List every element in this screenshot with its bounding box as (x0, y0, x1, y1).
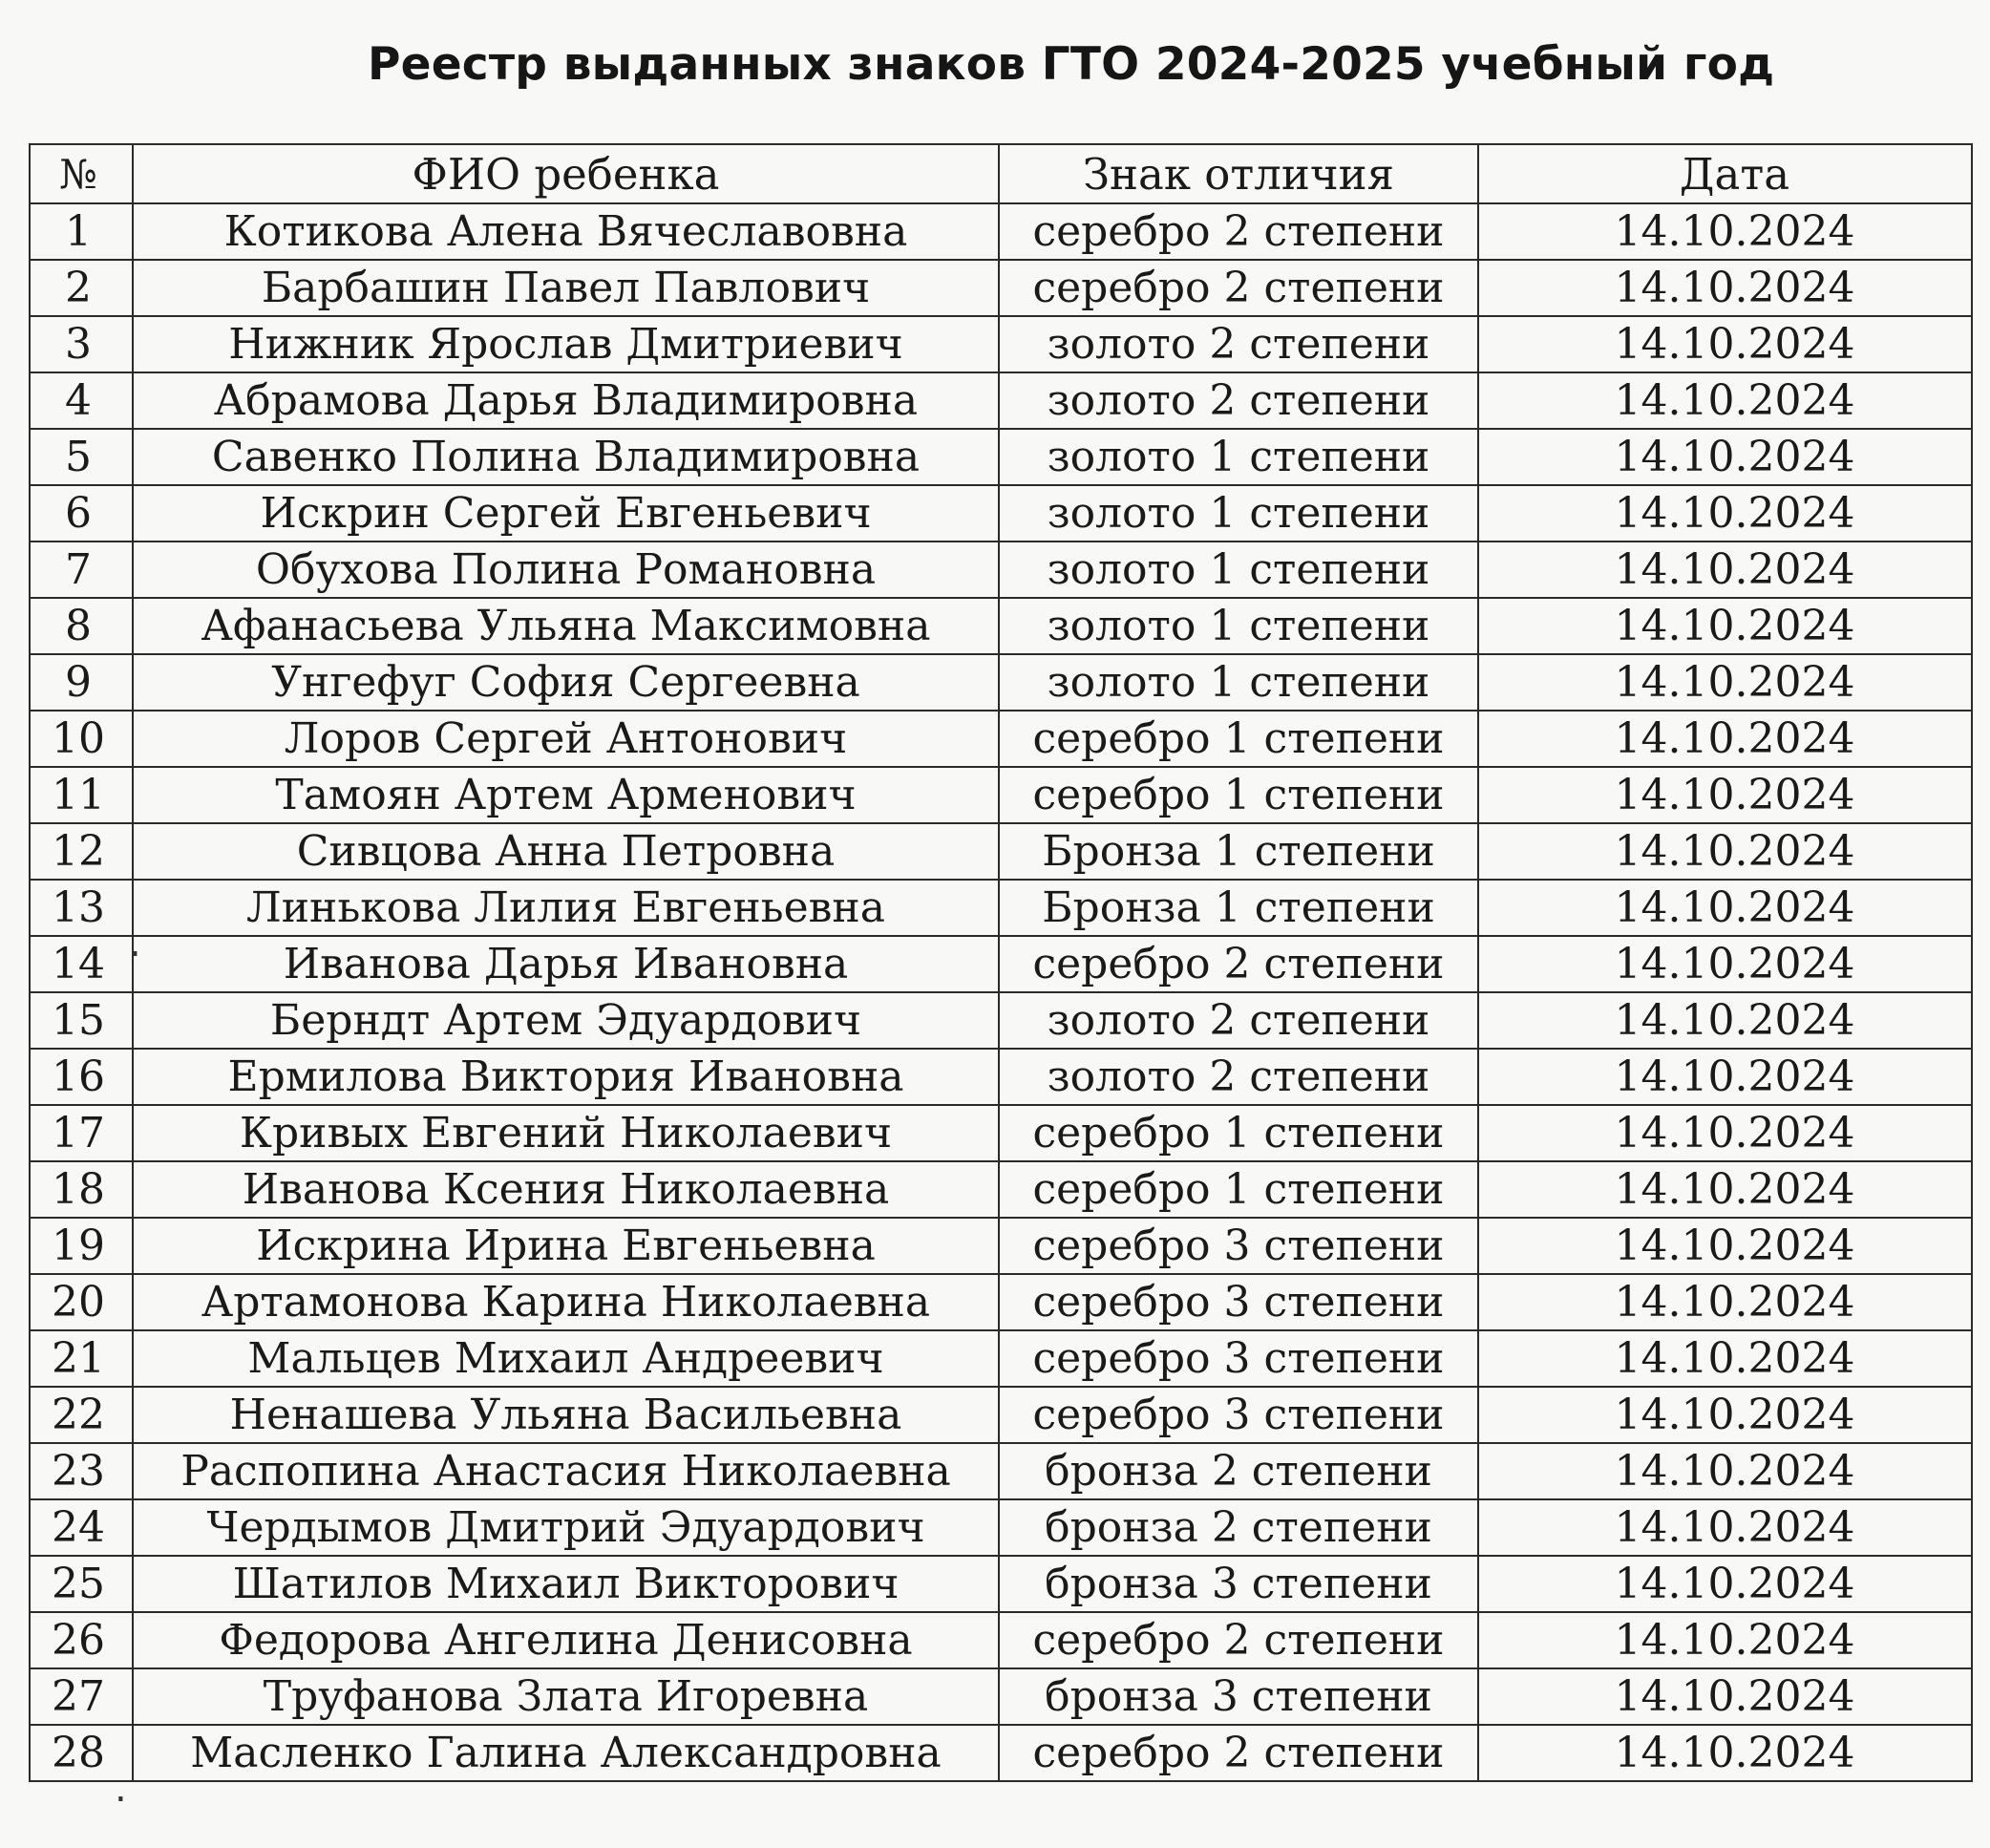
row-number: 20 (30, 1274, 133, 1330)
row-award: золото 1 степени (999, 429, 1478, 485)
row-date: 14.10.2024 (1478, 654, 1972, 711)
row-date: 14.10.2024 (1478, 1274, 1972, 1330)
row-award: бронза 2 степени (999, 1499, 1478, 1556)
row-award: серебро 3 степени (999, 1218, 1478, 1274)
row-name: Савенко Полина Владимировна (133, 429, 999, 485)
row-award: серебро 3 степени (999, 1330, 1478, 1387)
row-date: 14.10.2024 (1478, 1330, 1972, 1387)
row-number: 6 (30, 485, 133, 542)
header-number: № (30, 144, 133, 203)
row-number: 2 (30, 260, 133, 316)
row-number: 5 (30, 429, 133, 485)
row-award: золото 2 степени (999, 316, 1478, 372)
row-number: 28 (30, 1725, 133, 1781)
table-row (30, 767, 1972, 823)
row-date: 14.10.2024 (1478, 711, 1972, 767)
row-date: 14.10.2024 (1478, 1499, 1972, 1556)
row-name: Ермилова Виктория Ивановна (133, 1049, 999, 1105)
row-date: 14.10.2024 (1478, 1668, 1972, 1725)
row-number: 25 (30, 1556, 133, 1612)
row-date: 14.10.2024 (1478, 316, 1972, 372)
document-title: Реестр выданных знаков ГТО 2024-2025 учебный год (368, 38, 1775, 91)
row-number: 10 (30, 711, 133, 767)
row-date: 14.10.2024 (1478, 429, 1972, 485)
row-award: серебро 1 степени (999, 711, 1478, 767)
row-date: 14.10.2024 (1478, 260, 1972, 316)
table-row (30, 711, 1972, 767)
row-date: 14.10.2024 (1478, 1725, 1972, 1781)
scan-dot: . (115, 1767, 127, 1811)
row-number: 14 (30, 936, 133, 992)
row-name: Котикова Алена Вячеславовна (133, 203, 999, 260)
row-number: 8 (30, 598, 133, 654)
row-number: 22 (30, 1387, 133, 1443)
row-date: 14.10.2024 (1478, 1105, 1972, 1161)
table-header-row (30, 144, 1972, 203)
table-row (30, 1499, 1972, 1556)
table-row (30, 936, 1972, 992)
row-name: Лоров Сергей Антонович (133, 711, 999, 767)
table-row (30, 823, 1972, 880)
row-award: серебро 3 степени (999, 1274, 1478, 1330)
row-award: серебро 1 степени (999, 767, 1478, 823)
row-award: серебро 2 степени (999, 203, 1478, 260)
row-number: 19 (30, 1218, 133, 1274)
row-name: Распопина Анастасия Николаевна (133, 1443, 999, 1499)
row-name: Обухова Полина Романовна (133, 542, 999, 598)
row-award: серебро 1 степени (999, 1105, 1478, 1161)
row-date: 14.10.2024 (1478, 767, 1972, 823)
row-number: 15 (30, 992, 133, 1049)
row-date: 14.10.2024 (1478, 992, 1972, 1049)
row-date: 14.10.2024 (1478, 1443, 1972, 1499)
row-number: 13 (30, 880, 133, 936)
row-number: 11 (30, 767, 133, 823)
table-row (30, 1612, 1972, 1668)
row-award: Бронза 1 степени (999, 880, 1478, 936)
row-name: Сивцова Анна Петровна (133, 823, 999, 880)
row-award: серебро 2 степени (999, 1612, 1478, 1668)
table-row (30, 1161, 1972, 1218)
registry-table (29, 143, 1973, 1782)
row-name: Федорова Ангелина Денисовна (133, 1612, 999, 1668)
row-date: 14.10.2024 (1478, 542, 1972, 598)
table-row (30, 1668, 1972, 1725)
table-row (30, 880, 1972, 936)
row-date: 14.10.2024 (1478, 1218, 1972, 1274)
table-row (30, 598, 1972, 654)
row-date: 14.10.2024 (1478, 1612, 1972, 1668)
table-row (30, 485, 1972, 542)
row-date: 14.10.2024 (1478, 598, 1972, 654)
row-number: 24 (30, 1499, 133, 1556)
row-award: бронза 2 степени (999, 1443, 1478, 1499)
row-name: Абрамова Дарья Владимировна (133, 372, 999, 429)
table-row (30, 203, 1972, 260)
table-row (30, 316, 1972, 372)
row-award: бронза 3 степени (999, 1556, 1478, 1612)
row-date: 14.10.2024 (1478, 936, 1972, 992)
table-row (30, 1725, 1972, 1781)
table-row (30, 1330, 1972, 1387)
row-number: 17 (30, 1105, 133, 1161)
row-number: 9 (30, 654, 133, 711)
row-award: серебро 2 степени (999, 936, 1478, 992)
row-name: Искрина Ирина Евгеньевна (133, 1218, 999, 1274)
header-date: Дата (1478, 144, 1972, 203)
table-row (30, 654, 1972, 711)
row-date: 14.10.2024 (1478, 880, 1972, 936)
row-award: золото 1 степени (999, 485, 1478, 542)
row-award: золото 2 степени (999, 1049, 1478, 1105)
row-name: Шатилов Михаил Викторович (133, 1556, 999, 1612)
table-body (30, 203, 1972, 1781)
table-row (30, 542, 1972, 598)
row-name: Артамонова Карина Николаевна (133, 1274, 999, 1330)
table-row (30, 1443, 1972, 1499)
row-name: Кривых Евгений Николаевич (133, 1105, 999, 1161)
row-number: 1 (30, 203, 133, 260)
row-number: 7 (30, 542, 133, 598)
row-award: золото 1 степени (999, 542, 1478, 598)
header-name: ФИО ребенка (133, 144, 999, 203)
header-award: Знак отличия (999, 144, 1478, 203)
row-name: Унгефуг София Сергеевна (133, 654, 999, 711)
row-number: 27 (30, 1668, 133, 1725)
table-row (30, 1218, 1972, 1274)
row-name: Тамоян Артем Арменович (133, 767, 999, 823)
row-award: Бронза 1 степени (999, 823, 1478, 880)
row-number: 12 (30, 823, 133, 880)
row-name: Мальцев Михаил Андреевич (133, 1330, 999, 1387)
row-number: 16 (30, 1049, 133, 1105)
row-date: 14.10.2024 (1478, 1387, 1972, 1443)
row-award: серебро 2 степени (999, 260, 1478, 316)
row-name: Масленко Галина Александровна (133, 1725, 999, 1781)
row-award: золото 2 степени (999, 992, 1478, 1049)
row-award: золото 1 степени (999, 598, 1478, 654)
row-name: Иванова Дарья Ивановна (133, 936, 999, 992)
row-name: Афанасьева Ульяна Максимовна (133, 598, 999, 654)
table-row (30, 1274, 1972, 1330)
row-number: 4 (30, 372, 133, 429)
row-award: серебро 2 степени (999, 1725, 1478, 1781)
row-award: серебро 1 степени (999, 1161, 1478, 1218)
row-name: Ненашева Ульяна Васильевна (133, 1387, 999, 1443)
row-name: Нижник Ярослав Дмитриевич (133, 316, 999, 372)
row-award: серебро 3 степени (999, 1387, 1478, 1443)
table-row (30, 372, 1972, 429)
row-name: Искрин Сергей Евгеньевич (133, 485, 999, 542)
row-name: Труфанова Злата Игоревна (133, 1668, 999, 1725)
row-name: Берндт Артем Эдуардович (133, 992, 999, 1049)
row-award: золото 1 степени (999, 654, 1478, 711)
table-row (30, 429, 1972, 485)
row-date: 14.10.2024 (1478, 203, 1972, 260)
row-name: Иванова Ксения Николаевна (133, 1161, 999, 1218)
row-date: 14.10.2024 (1478, 1556, 1972, 1612)
table-row (30, 1387, 1972, 1443)
table-row (30, 1049, 1972, 1105)
row-award: бронза 3 степени (999, 1668, 1478, 1725)
row-number: 26 (30, 1612, 133, 1668)
row-number: 23 (30, 1443, 133, 1499)
row-number: 21 (30, 1330, 133, 1387)
row-name: Чердымов Дмитрий Эдуардович (133, 1499, 999, 1556)
table-row (30, 1105, 1972, 1161)
row-date: 14.10.2024 (1478, 823, 1972, 880)
row-date: 14.10.2024 (1478, 485, 1972, 542)
row-date: 14.10.2024 (1478, 1049, 1972, 1105)
row-award: золото 2 степени (999, 372, 1478, 429)
row-date: 14.10.2024 (1478, 1161, 1972, 1218)
row-number: 3 (30, 316, 133, 372)
row-date: 14.10.2024 (1478, 372, 1972, 429)
row-name: Линькова Лилия Евгеньевна (133, 880, 999, 936)
row-number: 18 (30, 1161, 133, 1218)
row-name: Барбашин Павел Павлович (133, 260, 999, 316)
table-row (30, 1556, 1972, 1612)
table-row (30, 992, 1972, 1049)
table-row (30, 260, 1972, 316)
scan-dot: . (129, 922, 141, 966)
